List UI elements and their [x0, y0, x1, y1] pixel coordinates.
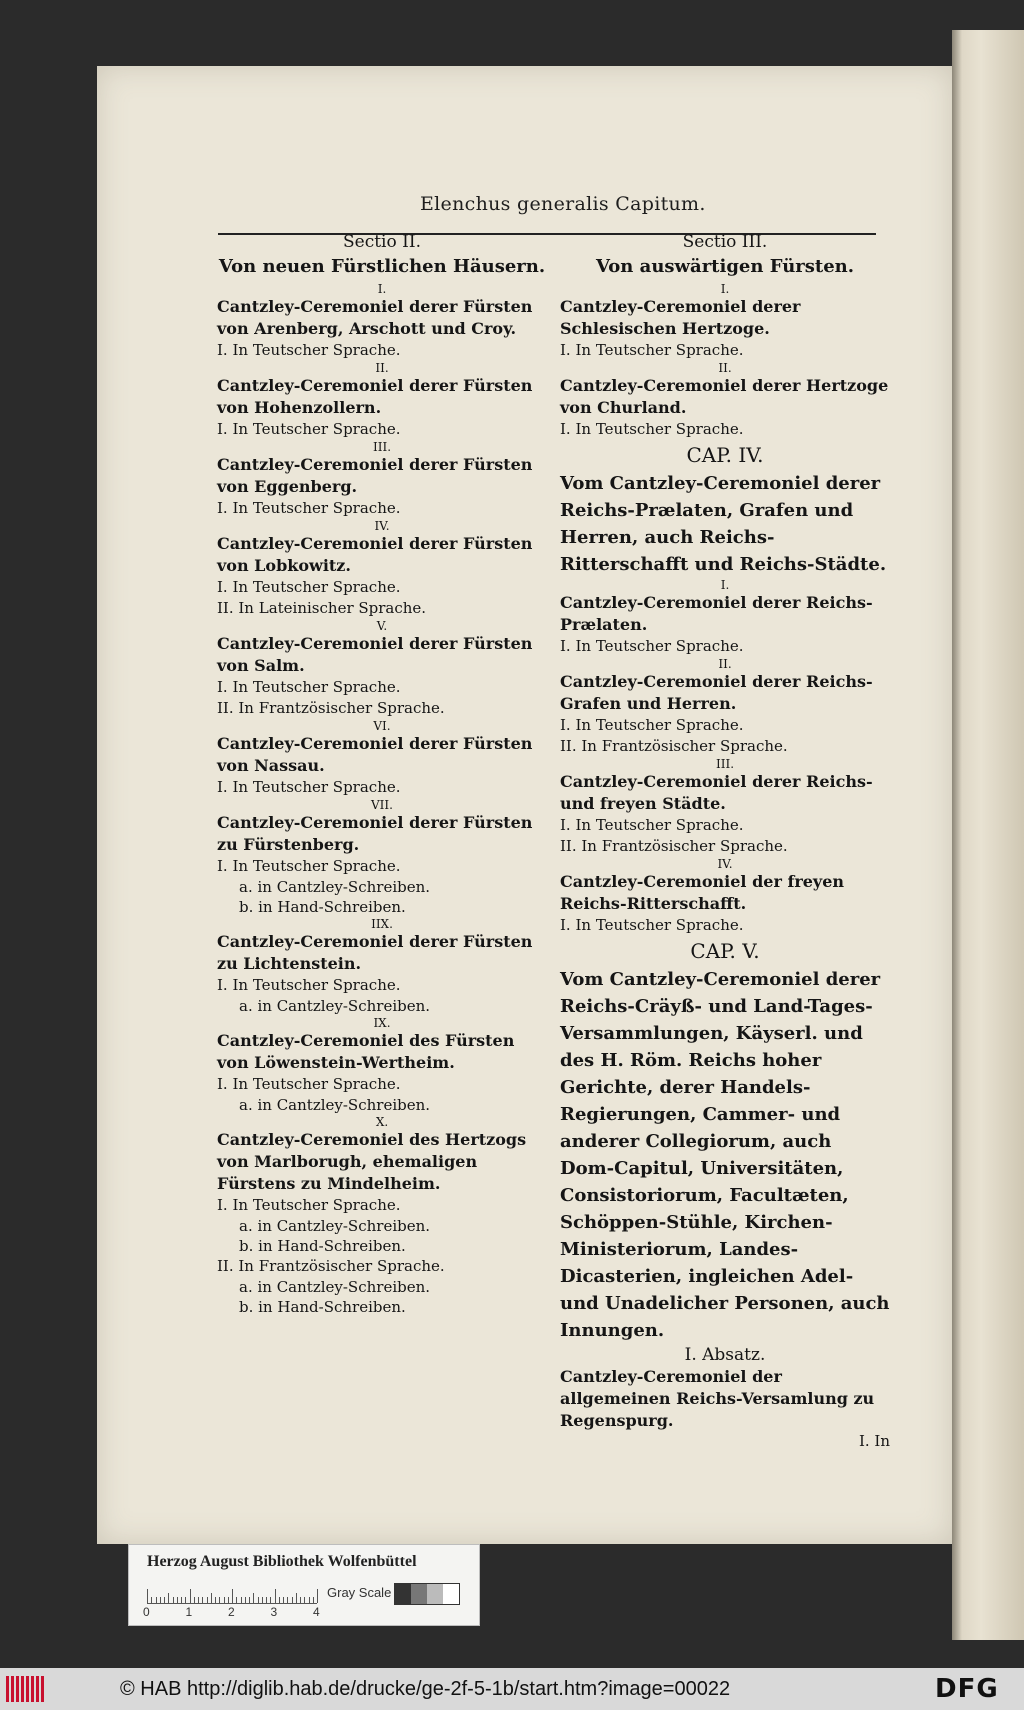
- chapter-heading: CAP. IV.: [686, 443, 764, 467]
- toc-entry: Cantzley-Ceremoniel des Hertzogs von Marlborugh, ehemaligen Fürstens zu Mindelheim.: [217, 1130, 527, 1193]
- toc-entry: Cantzley-Ceremoniel der allgemeinen Reichs-Versamlung zu Regenspurg.: [560, 1367, 875, 1430]
- sub-entry: b. in Hand-Schreiben.: [239, 1237, 406, 1255]
- entry-number: IIX.: [371, 917, 393, 931]
- ruler-number: 3: [270, 1605, 278, 1619]
- ruler-tick: [258, 1597, 259, 1603]
- ruler-tick: [190, 1589, 191, 1603]
- ruler-tick: [317, 1589, 318, 1603]
- ruler-tick: [304, 1597, 305, 1603]
- entry-number: II.: [718, 361, 732, 375]
- language-entry: I. In Teutscher Sprache.: [217, 420, 401, 438]
- ruler-tick: [168, 1593, 169, 1603]
- language-entry: I. In Teutscher Sprache.: [217, 341, 401, 359]
- language-entry: I. In Teutscher Sprache.: [560, 420, 744, 438]
- entry-number: I.: [377, 282, 387, 296]
- ruler-tick: [147, 1589, 148, 1603]
- ruler-tick: [207, 1597, 208, 1603]
- entry-number: X.: [375, 1115, 389, 1129]
- ruler-tick: [275, 1589, 276, 1603]
- ruler-tick: [232, 1589, 233, 1603]
- ruler-tick: [300, 1597, 301, 1603]
- language-entry: I. In Teutscher Sprache.: [560, 816, 744, 834]
- toc-entry: Cantzley-Ceremoniel derer Hertzoge von Churland.: [560, 376, 889, 417]
- library-label-card: [128, 1544, 480, 1626]
- sub-entry: a. in Cantzley-Schreiben.: [239, 1278, 431, 1296]
- entry-number: III.: [715, 757, 735, 771]
- entry-number: VI.: [373, 719, 391, 733]
- left-column: [217, 230, 547, 1317]
- ruler-number: 1: [185, 1605, 193, 1619]
- gray-swatch: [427, 1584, 443, 1604]
- ruler-tick: [262, 1597, 263, 1603]
- language-entry: I. In Teutscher Sprache.: [217, 778, 401, 796]
- toc-entry: Cantzley-Ceremoniel derer Fürsten von Nassau.: [217, 734, 533, 775]
- toc-entry: Cantzley-Ceremoniel derer Fürsten von Salm.: [217, 634, 533, 675]
- library-name: Herzog August Bibliothek Wolfenbüttel: [147, 1553, 417, 1570]
- ruler-tick: [236, 1597, 237, 1603]
- toc-entry: Cantzley-Ceremoniel derer Reichs- und freyen Städte.: [560, 772, 873, 813]
- running-head: Elenchus generalis Capitum.: [420, 193, 706, 215]
- gray-scale-label: Gray Scale: [327, 1585, 392, 1600]
- language-entry: I. In Teutscher Sprache.: [560, 716, 744, 734]
- ruler-tick: [181, 1597, 182, 1603]
- language-entry: I. In Teutscher Sprache.: [560, 637, 744, 655]
- toc-entry: Cantzley-Ceremoniel derer Reichs-Grafen und Herren.: [560, 672, 873, 713]
- scale-ruler: [147, 1583, 317, 1604]
- language-entry: I. In Teutscher Sprache.: [217, 499, 401, 517]
- entry-number: III.: [372, 440, 392, 454]
- sub-entry: a. in Cantzley-Schreiben.: [239, 1217, 431, 1235]
- language-entry: I. In Teutscher Sprache.: [217, 1196, 401, 1214]
- ruler-number: 2: [228, 1605, 235, 1619]
- right-column: [560, 230, 890, 1450]
- entry-number: II.: [718, 657, 732, 671]
- toc-entry: Cantzley-Ceremoniel derer Fürsten von Lobkowitz.: [217, 534, 533, 575]
- entry-number: I.: [720, 578, 730, 592]
- language-entry: I. In Teutscher Sprache.: [217, 678, 401, 696]
- entry-number: V.: [376, 619, 388, 633]
- sub-entry: a. in Cantzley-Schreiben.: [239, 997, 431, 1015]
- ruler-tick: [202, 1597, 203, 1603]
- toc-entry: Cantzley-Ceremoniel der freyen Reichs-Ritterschafft.: [560, 872, 845, 913]
- section-title: Von neuen Fürstlichen Häusern.: [218, 256, 546, 277]
- ruler-tick: [164, 1597, 165, 1603]
- ruler-tick: [194, 1597, 195, 1603]
- footer-credit: © HAB http://diglib.hab.de/drucke/ge-2f-5-1b/start.htm?image=00022: [120, 1678, 731, 1700]
- ruler-tick: [228, 1597, 229, 1603]
- subheading: I. Absatz.: [684, 1345, 766, 1365]
- entry-number: I.: [720, 282, 730, 296]
- ruler-tick: [215, 1597, 216, 1603]
- barcode-icon: [6, 1676, 46, 1702]
- gray-scale-swatches: [394, 1583, 460, 1605]
- chapter-heading: CAP. V.: [690, 939, 760, 963]
- sub-entry: b. in Hand-Schreiben.: [239, 1298, 406, 1316]
- ruler-tick: [241, 1597, 242, 1603]
- sub-entry: a. in Cantzley-Schreiben.: [239, 1096, 431, 1114]
- gray-swatch: [443, 1584, 459, 1604]
- ruler-tick: [253, 1593, 254, 1603]
- ruler-tick: [211, 1593, 212, 1603]
- ruler-tick: [292, 1597, 293, 1603]
- ruler-tick: [185, 1597, 186, 1603]
- ruler-tick: [198, 1597, 199, 1603]
- toc-entry: Cantzley-Ceremoniel derer Fürsten von Arenberg, Arschott und Croy.: [217, 297, 533, 338]
- language-entry: I. In Teutscher Sprache.: [217, 857, 401, 875]
- dfg-logo: DFG: [935, 1674, 999, 1704]
- language-entry: I. In Teutscher Sprache.: [217, 976, 401, 994]
- ruler-tick: [224, 1597, 225, 1603]
- sub-entry: b. in Hand-Schreiben.: [239, 898, 406, 916]
- ruler-number: 4: [313, 1605, 320, 1619]
- entry-number: IV.: [374, 519, 390, 533]
- toc-entry: Cantzley-Ceremoniel derer Fürsten zu Fürstenberg.: [217, 813, 533, 854]
- ruler-tick: [283, 1597, 284, 1603]
- language-entry: II. In Lateinischer Sprache.: [217, 599, 427, 617]
- ruler-tick: [156, 1597, 157, 1603]
- chapter-title: Vom Cantzley-Ceremoniel derer Reichs-Cräyß- und Land-Tages-Versammlungen, Käyserl. und des H. Röm. Reichs hoher Gerichte, derer Handels-Regierungen, Cammer- und anderer Collegiorum, auch Dom-Capitul, Universitäten, Consistoriorum, Facultæten, Schöppen-Stühle, Kirchen-Ministeriorum, Landes-Dicasterien, ingleichen Adel- und Unadelicher Personen, auch Innungen.: [560, 969, 890, 1341]
- ruler-tick: [177, 1597, 178, 1603]
- toc-entry: Cantzley-Ceremoniel derer Reichs-Prælaten.: [560, 593, 873, 634]
- ruler-number: 0: [143, 1605, 150, 1619]
- entry-number: VII.: [371, 798, 393, 812]
- language-entry: I. In Teutscher Sprache.: [560, 916, 744, 934]
- language-entry: II. In Frantzösischer Sprache.: [217, 699, 445, 717]
- entry-number: II.: [375, 361, 389, 375]
- ruler-tick: [309, 1597, 310, 1603]
- language-entry: II. In Frantzösischer Sprache.: [560, 837, 788, 855]
- ruler-tick: [151, 1597, 152, 1603]
- language-entry: I. In Teutscher Sprache.: [217, 578, 401, 596]
- toc-entry: Cantzley-Ceremoniel derer Fürsten von Eggenberg.: [217, 455, 533, 496]
- facing-page-edge: [952, 30, 1024, 1640]
- language-entry: I. In Teutscher Sprache.: [217, 1075, 401, 1093]
- chapter-title: Vom Cantzley-Ceremoniel derer Reichs-Prælaten, Grafen und Herren, auch Reichs-Ritterschafft und Reichs-Städte.: [560, 473, 887, 575]
- sub-entry: a. in Cantzley-Schreiben.: [239, 878, 431, 896]
- toc-entry: Cantzley-Ceremoniel derer Schlesischen Hertzoge.: [560, 297, 801, 338]
- catchword: I. In: [858, 1432, 890, 1450]
- ruler-tick: [279, 1597, 280, 1603]
- language-entry: II. In Frantzösischer Sprache.: [560, 737, 788, 755]
- ruler-tick: [266, 1597, 267, 1603]
- section-heading: Sectio III.: [682, 232, 768, 252]
- ruler-tick: [219, 1597, 220, 1603]
- section-heading: Sectio II.: [343, 232, 421, 252]
- ruler-tick: [296, 1593, 297, 1603]
- ruler-tick: [249, 1597, 250, 1603]
- toc-entry: Cantzley-Ceremoniel derer Fürsten von Hohenzollern.: [217, 376, 533, 417]
- section-title: Von auswärtigen Fürsten.: [595, 256, 855, 277]
- ruler-tick: [173, 1597, 174, 1603]
- toc-entry: Cantzley-Ceremoniel des Fürsten von Löwenstein-Wertheim.: [217, 1031, 515, 1072]
- ruler-tick: [287, 1597, 288, 1603]
- footer-bar: [0, 1668, 1024, 1710]
- language-entry: I. In Teutscher Sprache.: [560, 341, 744, 359]
- toc-entry: Cantzley-Ceremoniel derer Fürsten zu Lichtenstein.: [217, 932, 533, 973]
- ruler-tick: [160, 1597, 161, 1603]
- gray-swatch: [395, 1584, 411, 1604]
- language-entry: II. In Frantzösischer Sprache.: [217, 1257, 445, 1275]
- entry-number: IX.: [373, 1016, 391, 1030]
- ruler-tick: [245, 1597, 246, 1603]
- entry-number: IV.: [717, 857, 733, 871]
- ruler-tick: [313, 1597, 314, 1603]
- ruler-tick: [270, 1597, 271, 1603]
- gray-swatch: [411, 1584, 427, 1604]
